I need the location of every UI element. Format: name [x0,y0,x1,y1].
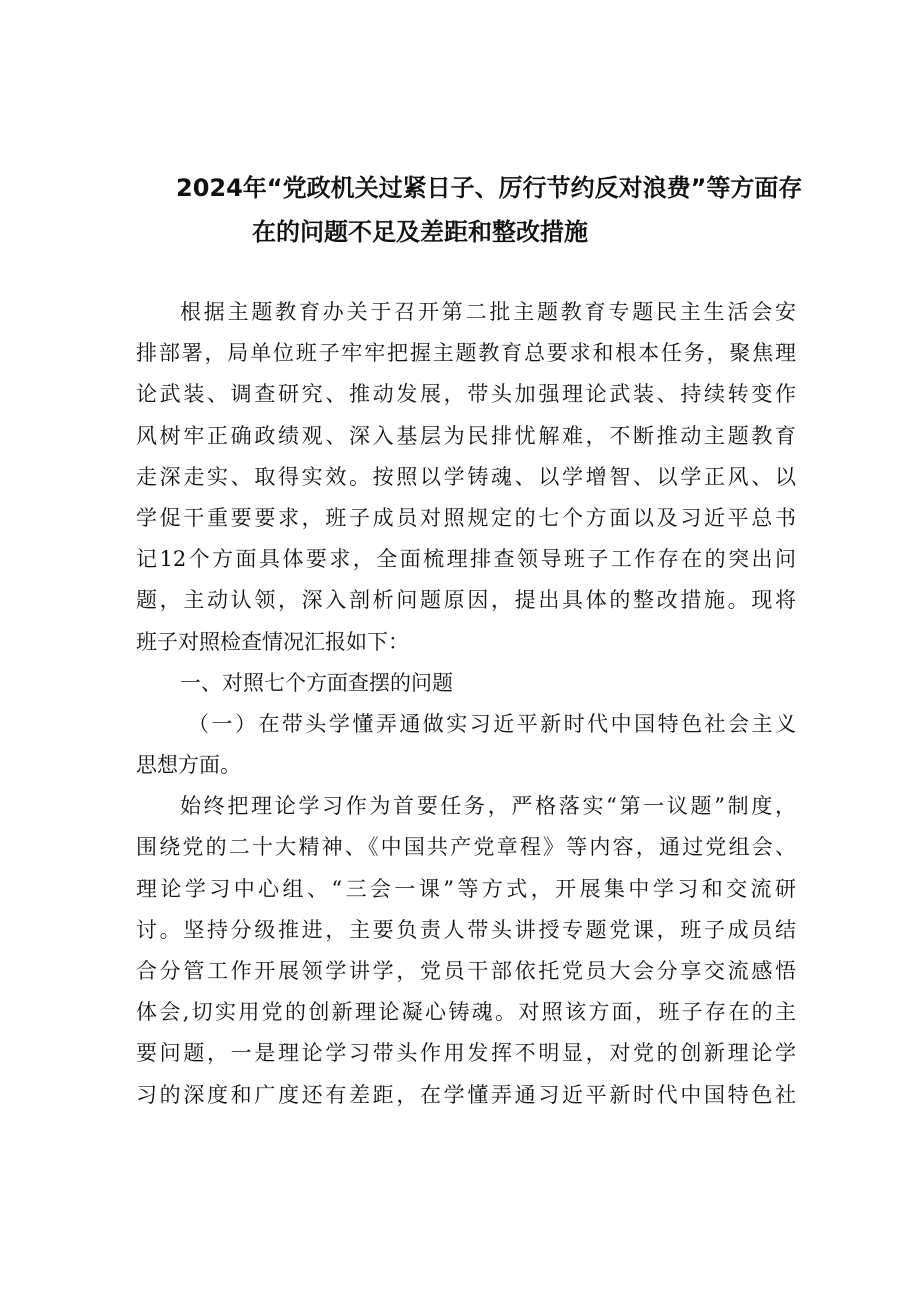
paragraph-line: 学促干重要要求，班子成员对照规定的七个方面以及习近平总书 [136,505,796,530]
paragraph-line: 记12个方面具体要求，全面梳理排查领导班子工作存在的突出问 [136,547,796,572]
paragraph-line: 班子对照检查情况汇报如下： [136,629,409,654]
paragraph-line: 根据主题教育办关于召开第二批主题教育专题民主生活会安 [180,300,796,324]
document-body [136,292,796,1116]
paragraph-line: 体会,切实用党的创新理论凝心铸魂。对照该方面，班子存在的主 [136,1000,796,1025]
paragraph-line: 讨。坚持分级推进，主要负责人带头讲授专题党课，班子成员结 [136,917,796,942]
paragraph-line: 要问题，一是理论学习带头作用发挥不明显，对党的创新理论学 [136,1041,796,1066]
paragraph-line: 习的深度和广度还有差距，在学懂弄通习近平新时代中国特色社 [136,1082,796,1107]
document-title-line-1: 2024年“党政机关过紧日子、厉行节约反对浪费”等方面存 [176,174,803,202]
paragraph-line: 排部署，局单位班子牢牢把握主题教育总要求和根本任务，聚焦理 [136,341,796,366]
paragraph-line: 论武装、调查研究、推动发展，带头加强理论武装、持续转变作 [136,382,796,407]
document-title-line-2: 在的问题不足及差距和整改措施 [252,218,588,246]
subsection-heading-cont: 思想方面。 [136,753,241,778]
section-heading: 一、对照七个方面查摆的问题 [180,670,453,695]
paragraph-line: 围绕党的二十大精神、《中国共产党章程》等内容，通过党组会、 [136,835,796,860]
paragraph-line: 题，主动认领，深入剖析问题原因，提出具体的整改措施。现将 [136,588,796,613]
paragraph-line: 始终把理论学习作为首要任务，严格落实“第一议题”制度， [180,794,796,819]
paragraph-line: 走深走实、取得实效。按照以学铸魂、以学增智、以学正风、以 [136,464,796,489]
paragraph-line: 理论学习中心组、“三会一课”等方式，开展集中学习和交流研 [136,876,796,901]
paragraph-line: 合分管工作开展领学讲学，党员干部依托党员大会分享交流感悟 [136,959,796,983]
subsection-heading: （一）在带头学懂弄通做实习近平新时代中国特色社会主义 [188,711,796,736]
paragraph-line: 风树牢正确政绩观、深入基层为民排忧解难，不断推动主题教育 [136,423,796,448]
